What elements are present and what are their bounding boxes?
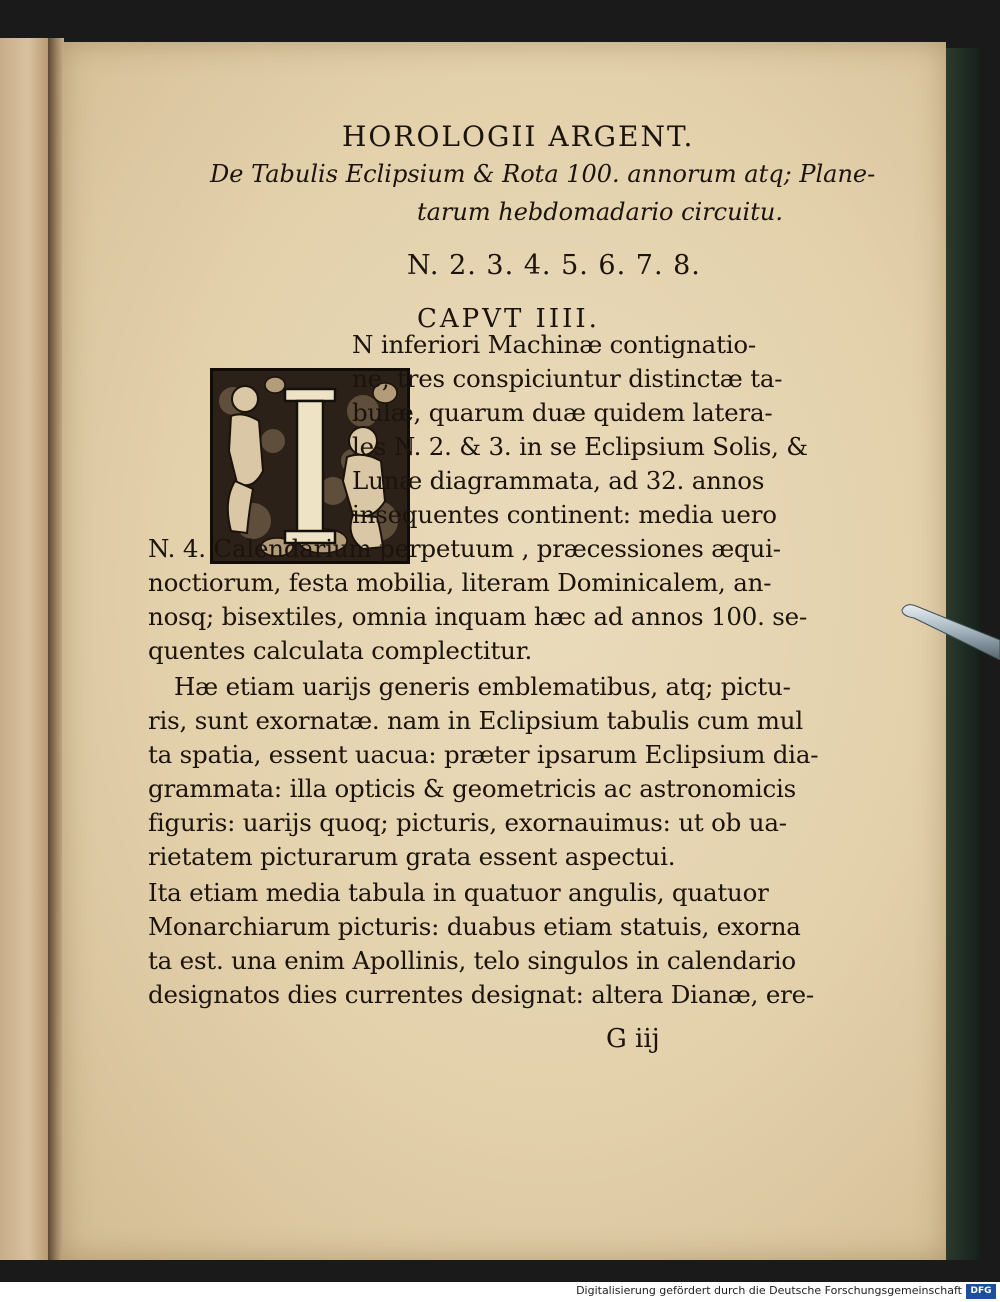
running-head: HOROLOGII ARGENT. xyxy=(342,120,695,153)
text-line: designatos dies currentes designat: altera Dianæ, ere- xyxy=(148,980,815,1009)
text-line: Monarchiarum picturis: duabus etiam statuis, exorna xyxy=(148,912,801,941)
digitization-footer xyxy=(0,1282,1000,1302)
text-line: N. 4. Calendarium perpetuum , præcessiones æqui- xyxy=(148,534,781,563)
text-line: insequentes continent: media uero xyxy=(352,500,777,529)
text-line: rietatem picturarum grata essent aspectui. xyxy=(148,842,676,871)
dfg-logo: DFG xyxy=(966,1284,996,1299)
text-line: Lunæ diagrammata, ad 32. annos xyxy=(352,466,765,495)
text-line: ta est. una enim Apollinis, telo singulos in calendario xyxy=(148,946,796,975)
text-line: ta spatia, essent uacua: præter ipsarum Eclipsium dia- xyxy=(148,740,819,769)
text-line: Ita etiam media tabula in quatuor angulis, quatuor xyxy=(148,878,769,907)
chapter-heading: CAPVT IIII. xyxy=(417,304,600,334)
previous-page-edge xyxy=(0,38,49,1260)
text-line: noctiorum, festa mobilia, literam Dominicalem, an- xyxy=(148,568,772,597)
signature-mark: G iij xyxy=(606,1024,660,1054)
text-line: ris, sunt exornatæ. nam in Eclipsium tabulis cum mul xyxy=(148,706,803,735)
chapter-subtitle-line-2: tarum hebdomadario circuitu. xyxy=(417,198,783,226)
book-page xyxy=(62,42,946,1260)
text-line: grammata: illa opticis & geometricis ac astronomicis xyxy=(148,774,797,803)
text-line: Hæ etiam uarijs generis emblematibus, atq; pictu- xyxy=(174,672,791,701)
text-line: bulæ, quarum duæ quidem latera- xyxy=(352,398,773,427)
text-line: ne, tres conspiciuntur distinctæ ta- xyxy=(352,364,783,393)
text-line: nosq; bisextiles, omnia inquam hæc ad annos 100. se- xyxy=(148,602,808,631)
text-line: figuris: uarijs quoq; picturis, exornauimus: ut ob ua- xyxy=(148,808,787,837)
funding-credit: Digitalisierung gefördert durch die Deutsche Forschungsgemeinschaft xyxy=(576,1284,962,1297)
text-line: quentes calculata complectitur. xyxy=(148,636,533,665)
text-line: N inferiori Machinæ contignatio- xyxy=(352,330,756,359)
stylus-pointer xyxy=(900,600,1000,660)
item-numbers: N. 2. 3. 4. 5. 6. 7. 8. xyxy=(407,250,701,281)
chapter-subtitle-line-1: De Tabulis Eclipsium & Rota 100. annorum atq; Plane- xyxy=(210,160,876,188)
text-line: les N. 2. & 3. in se Eclipsium Solis, & xyxy=(352,432,808,461)
